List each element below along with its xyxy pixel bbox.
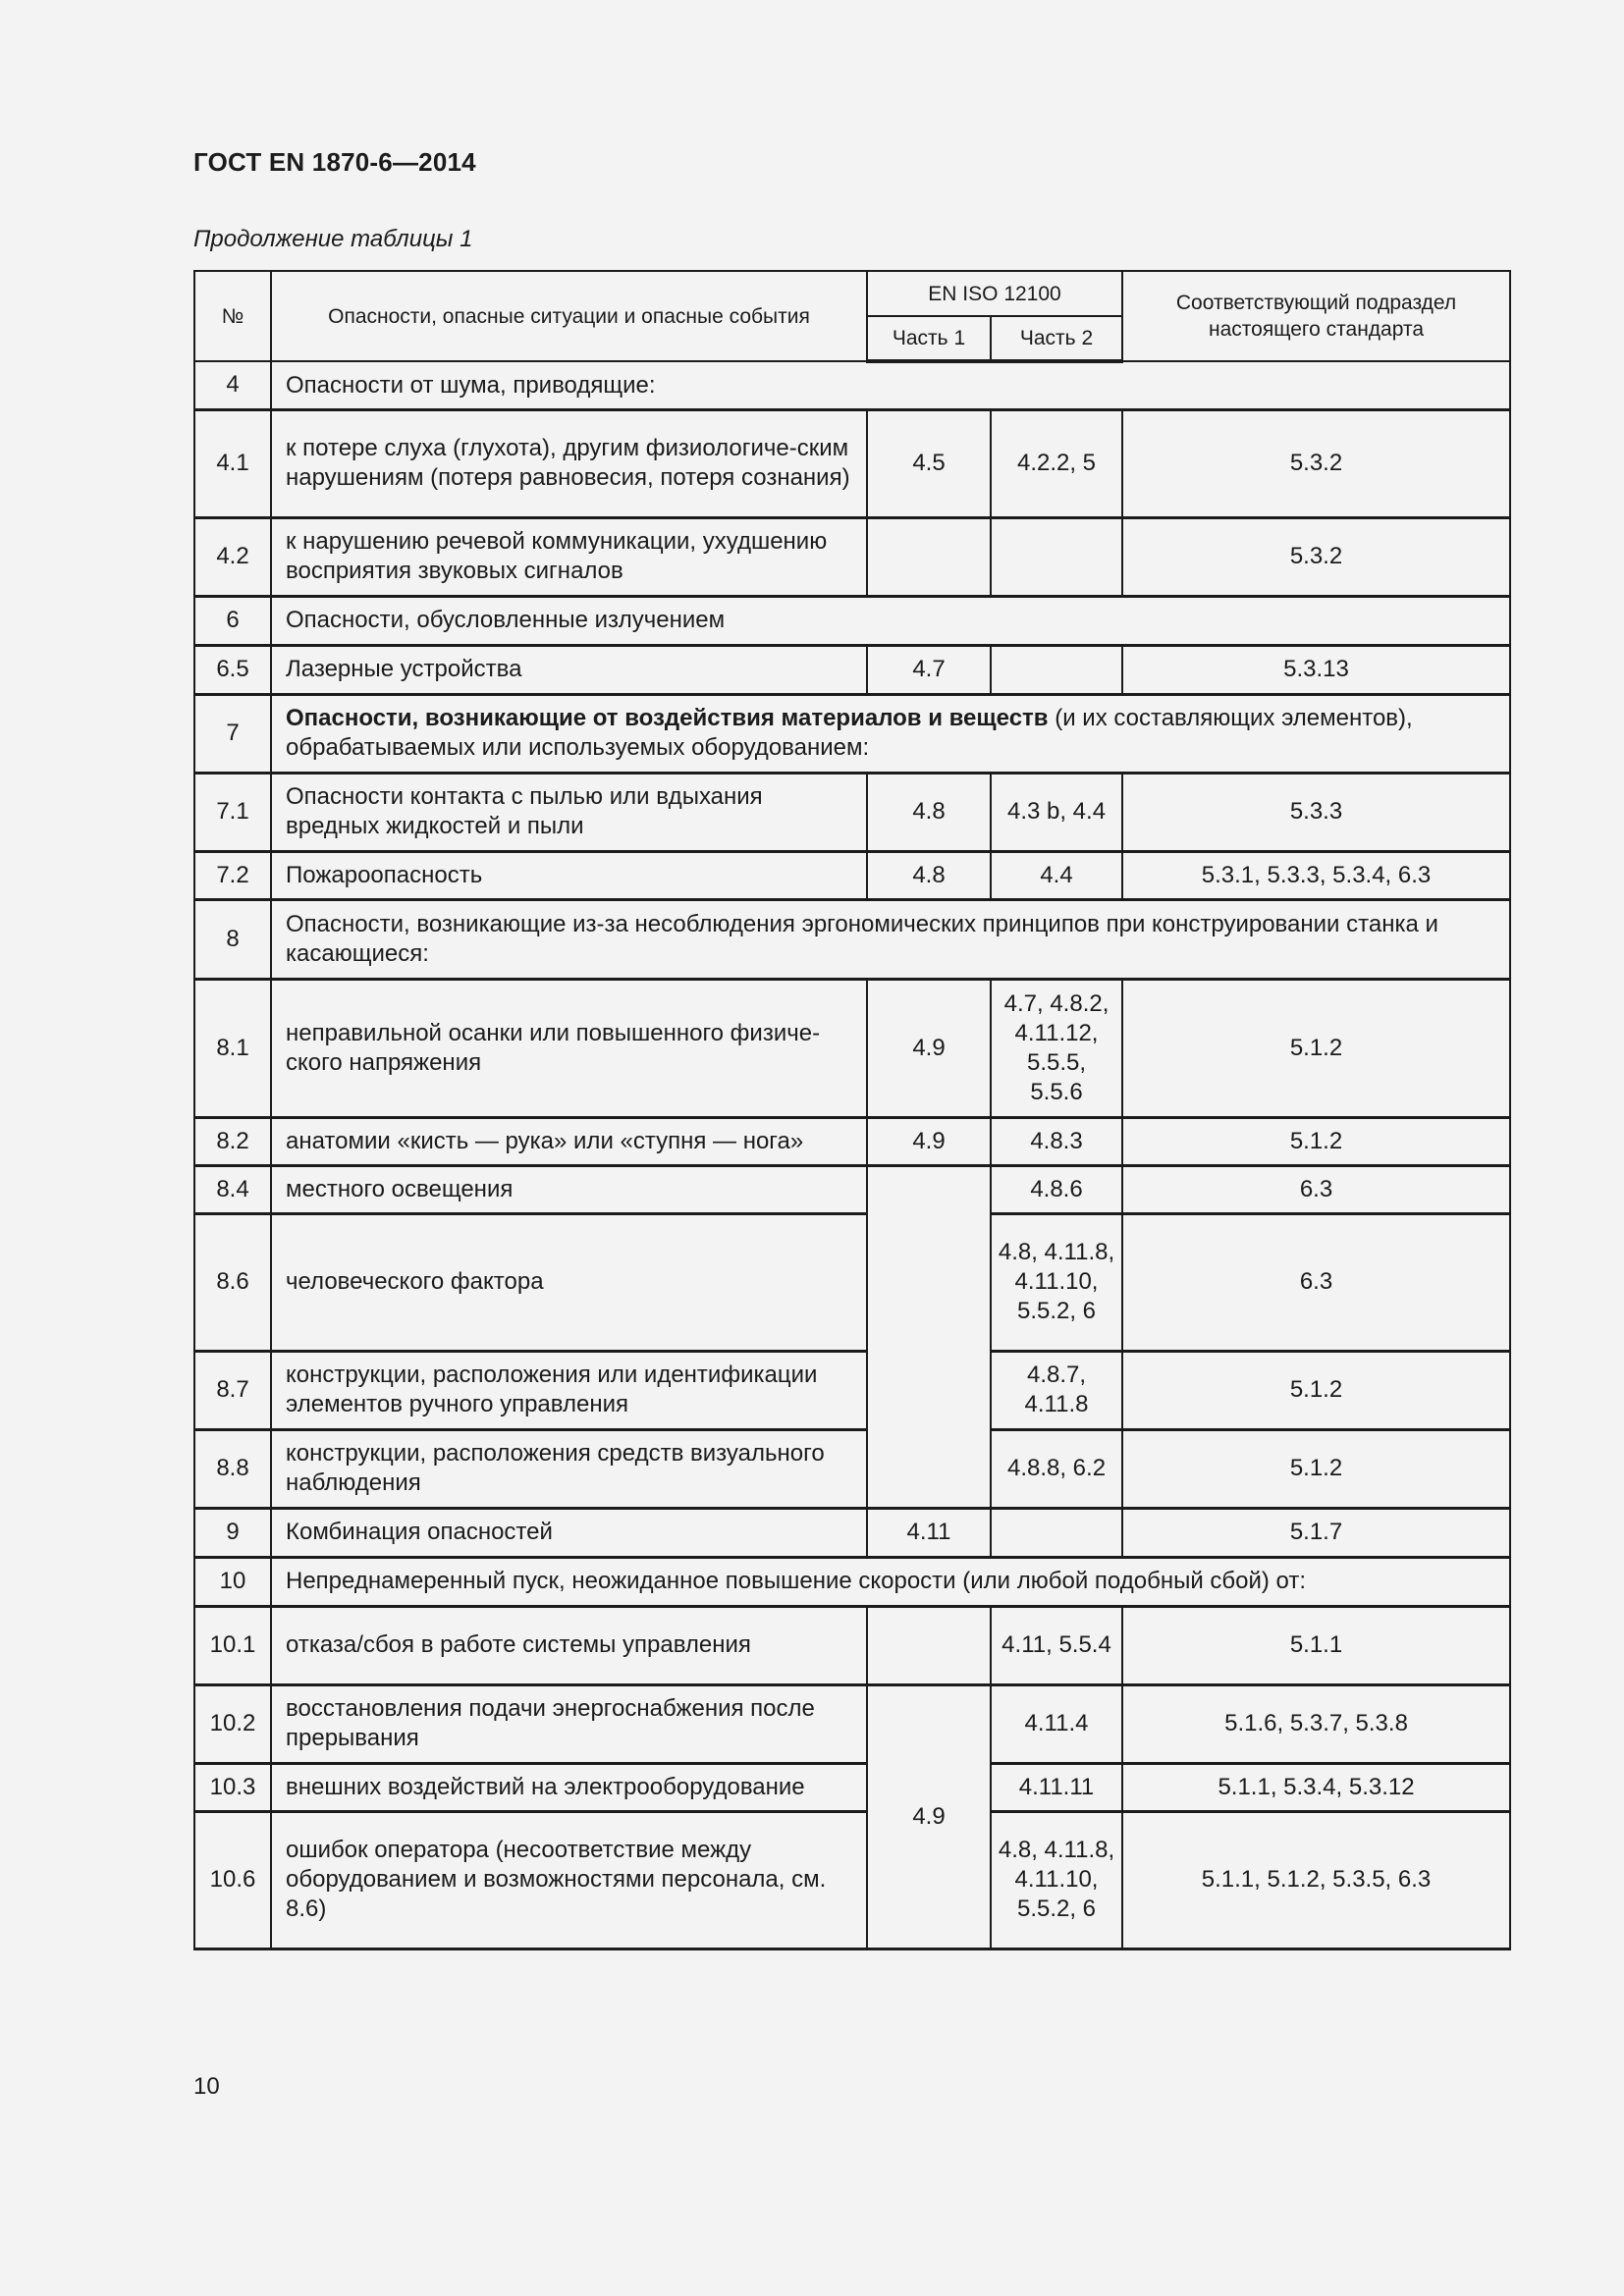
row-number: 4.1	[194, 409, 271, 517]
column-header-part1: Часть 1	[867, 316, 991, 361]
row-number: 4	[194, 361, 271, 409]
row-description: неправильной осанки или повышенного физиче-ского напряжения	[271, 979, 867, 1117]
row-part2: 4.4	[991, 851, 1122, 899]
row-subsection: 5.1.1, 5.1.2, 5.3.5, 6.3	[1122, 1811, 1510, 1949]
table-row	[194, 645, 1510, 694]
row-part2: 4.8.6	[991, 1165, 1122, 1213]
row-description: Непреднамеренный пуск, неожиданное повышение скорости (или любой подобный сбой) от:	[271, 1557, 1510, 1606]
row-subsection: 5.1.7	[1122, 1508, 1510, 1557]
row-part1: 4.9	[867, 979, 991, 1117]
table-row	[194, 1811, 1510, 1949]
row-subsection: 5.1.2	[1122, 1351, 1510, 1429]
row-description: конструкции, расположения или идентификации элементов ручного управления	[271, 1351, 867, 1429]
table-row	[194, 596, 1510, 645]
row-number: 6	[194, 596, 271, 645]
row-part1-merged: 4.9	[867, 1684, 991, 1949]
row-part2: 4.2.2, 5	[991, 409, 1122, 517]
table-row	[194, 1165, 1510, 1213]
row-part2: 4.11, 5.5.4	[991, 1606, 1122, 1684]
row-number: 10.6	[194, 1811, 271, 1949]
row-subsection: 5.1.1	[1122, 1606, 1510, 1684]
row-part2	[991, 517, 1122, 596]
document-header: ГОСТ EN 1870-6—2014	[193, 147, 476, 177]
row-number: 8.4	[194, 1165, 271, 1213]
row-description-bold: Опасности, возникающие от воздействия материалов и веществ	[286, 705, 1049, 731]
row-number: 8	[194, 899, 271, 979]
row-subsection: 5.3.3	[1122, 773, 1510, 851]
row-description: отказа/сбоя в работе системы управления	[271, 1606, 867, 1684]
row-subsection: 5.1.1, 5.3.4, 5.3.12	[1122, 1763, 1510, 1811]
row-description	[271, 694, 1510, 773]
table-row	[194, 1351, 1510, 1429]
row-number: 8.6	[194, 1213, 271, 1351]
table-row	[194, 1684, 1510, 1763]
row-part2: 4.3 b, 4.4	[991, 773, 1122, 851]
table-row	[194, 1606, 1510, 1684]
row-number: 4.2	[194, 517, 271, 596]
table-row	[194, 694, 1510, 773]
row-subsection: 5.3.2	[1122, 517, 1510, 596]
hazards-table	[193, 270, 1511, 1950]
row-number: 9	[194, 1508, 271, 1557]
row-part2: 4.8.3	[991, 1117, 1122, 1165]
row-part1: 4.5	[867, 409, 991, 517]
row-number: 7	[194, 694, 271, 773]
row-subsection: 6.3	[1122, 1213, 1510, 1351]
table-header	[194, 271, 1510, 361]
row-subsection: 5.3.2	[1122, 409, 1510, 517]
row-subsection: 5.1.6, 5.3.7, 5.3.8	[1122, 1684, 1510, 1763]
row-part1	[867, 517, 991, 596]
row-subsection: 5.3.13	[1122, 645, 1510, 694]
table-row	[194, 851, 1510, 899]
table-row	[194, 1557, 1510, 1606]
row-description-rest: (и их составляющих элементов), обрабатываемых или используемых оборудованием:	[286, 705, 1413, 761]
row-description: ошибок оператора (несоответствие между оборудованием и возможностями персонала, см. 8.6)	[271, 1811, 867, 1949]
table-row	[194, 361, 1510, 409]
row-part2: 4.8.8, 6.2	[991, 1429, 1122, 1508]
row-description: Опасности контакта с пылью или вдыхания вредных жидкостей и пыли	[271, 773, 867, 851]
row-number: 8.8	[194, 1429, 271, 1508]
row-part1: 4.11	[867, 1508, 991, 1557]
table-row	[194, 1117, 1510, 1165]
row-part1: 4.8	[867, 851, 991, 899]
row-description: анатомии «кисть — рука» или «ступня — нога»	[271, 1117, 867, 1165]
row-number: 8.1	[194, 979, 271, 1117]
row-subsection: 6.3	[1122, 1165, 1510, 1213]
row-number: 10	[194, 1557, 271, 1606]
row-subsection: 5.1.2	[1122, 1429, 1510, 1508]
row-part2: 4.8, 4.11.8, 4.11.10, 5.5.2, 6	[991, 1213, 1122, 1351]
row-part1: 4.8	[867, 773, 991, 851]
row-part2: 4.8.7, 4.11.8	[991, 1351, 1122, 1429]
row-description: Лазерные устройства	[271, 645, 867, 694]
row-part2: 4.11.4	[991, 1684, 1122, 1763]
row-number: 8.2	[194, 1117, 271, 1165]
row-part2	[991, 1508, 1122, 1557]
page-number: 10	[193, 2073, 220, 2100]
row-number: 7.2	[194, 851, 271, 899]
column-header-subsection: Соответствующий подраздел настоящего стандарта	[1122, 271, 1510, 361]
table-row	[194, 979, 1510, 1117]
row-description: Пожароопасность	[271, 851, 867, 899]
row-description: к нарушению речевой коммуникации, ухудшению восприятия звуковых сигналов	[271, 517, 867, 596]
column-header-en-iso: EN ISO 12100	[867, 271, 1122, 316]
row-description: местного освещения	[271, 1165, 867, 1213]
row-description: восстановления подачи энергоснабжения после прерывания	[271, 1684, 867, 1763]
table-row	[194, 1429, 1510, 1508]
table-row	[194, 1763, 1510, 1811]
row-part1: 4.9	[867, 1117, 991, 1165]
row-part2	[991, 645, 1122, 694]
row-part2: 4.7, 4.8.2, 4.11.12, 5.5.5, 5.5.6	[991, 979, 1122, 1117]
row-description: внешних воздействий на электрооборудование	[271, 1763, 867, 1811]
column-header-part2: Часть 2	[991, 316, 1122, 361]
row-description: Опасности, возникающие из-за несоблюдения эргономических принципов при конструировании станка и касающиеся:	[271, 899, 1510, 979]
column-header-hazards: Опасности, опасные ситуации и опасные события	[271, 271, 867, 361]
row-number: 7.1	[194, 773, 271, 851]
row-part2: 4.11.11	[991, 1763, 1122, 1811]
table-row	[194, 1508, 1510, 1557]
table-row	[194, 517, 1510, 596]
row-description: конструкции, расположения средств визуального наблюдения	[271, 1429, 867, 1508]
column-header-number: №	[194, 271, 271, 361]
row-part2: 4.8, 4.11.8, 4.11.10, 5.5.2, 6	[991, 1811, 1122, 1949]
row-subsection: 5.1.2	[1122, 1117, 1510, 1165]
table-row	[194, 773, 1510, 851]
table-row	[194, 409, 1510, 517]
row-number: 10.3	[194, 1763, 271, 1811]
row-description: Опасности от шума, приводящие:	[271, 361, 1510, 409]
row-description: Комбинация опасностей	[271, 1508, 867, 1557]
row-subsection: 5.1.2	[1122, 979, 1510, 1117]
row-number: 10.1	[194, 1606, 271, 1684]
row-number: 6.5	[194, 645, 271, 694]
row-part1-merged	[867, 1165, 991, 1508]
row-description: к потере слуха (глухота), другим физиологиче-ским нарушениям (потеря равновесия, потеря сознания)	[271, 409, 867, 517]
row-part1	[867, 1606, 991, 1684]
table-row	[194, 1213, 1510, 1351]
row-number: 8.7	[194, 1351, 271, 1429]
row-part1: 4.7	[867, 645, 991, 694]
table-caption: Продолжение таблицы 1	[193, 226, 473, 252]
row-description: Опасности, обусловленные излучением	[271, 596, 1510, 645]
row-description: человеческого фактора	[271, 1213, 867, 1351]
row-subsection: 5.3.1, 5.3.3, 5.3.4, 6.3	[1122, 851, 1510, 899]
row-number: 10.2	[194, 1684, 271, 1763]
table-row	[194, 899, 1510, 979]
